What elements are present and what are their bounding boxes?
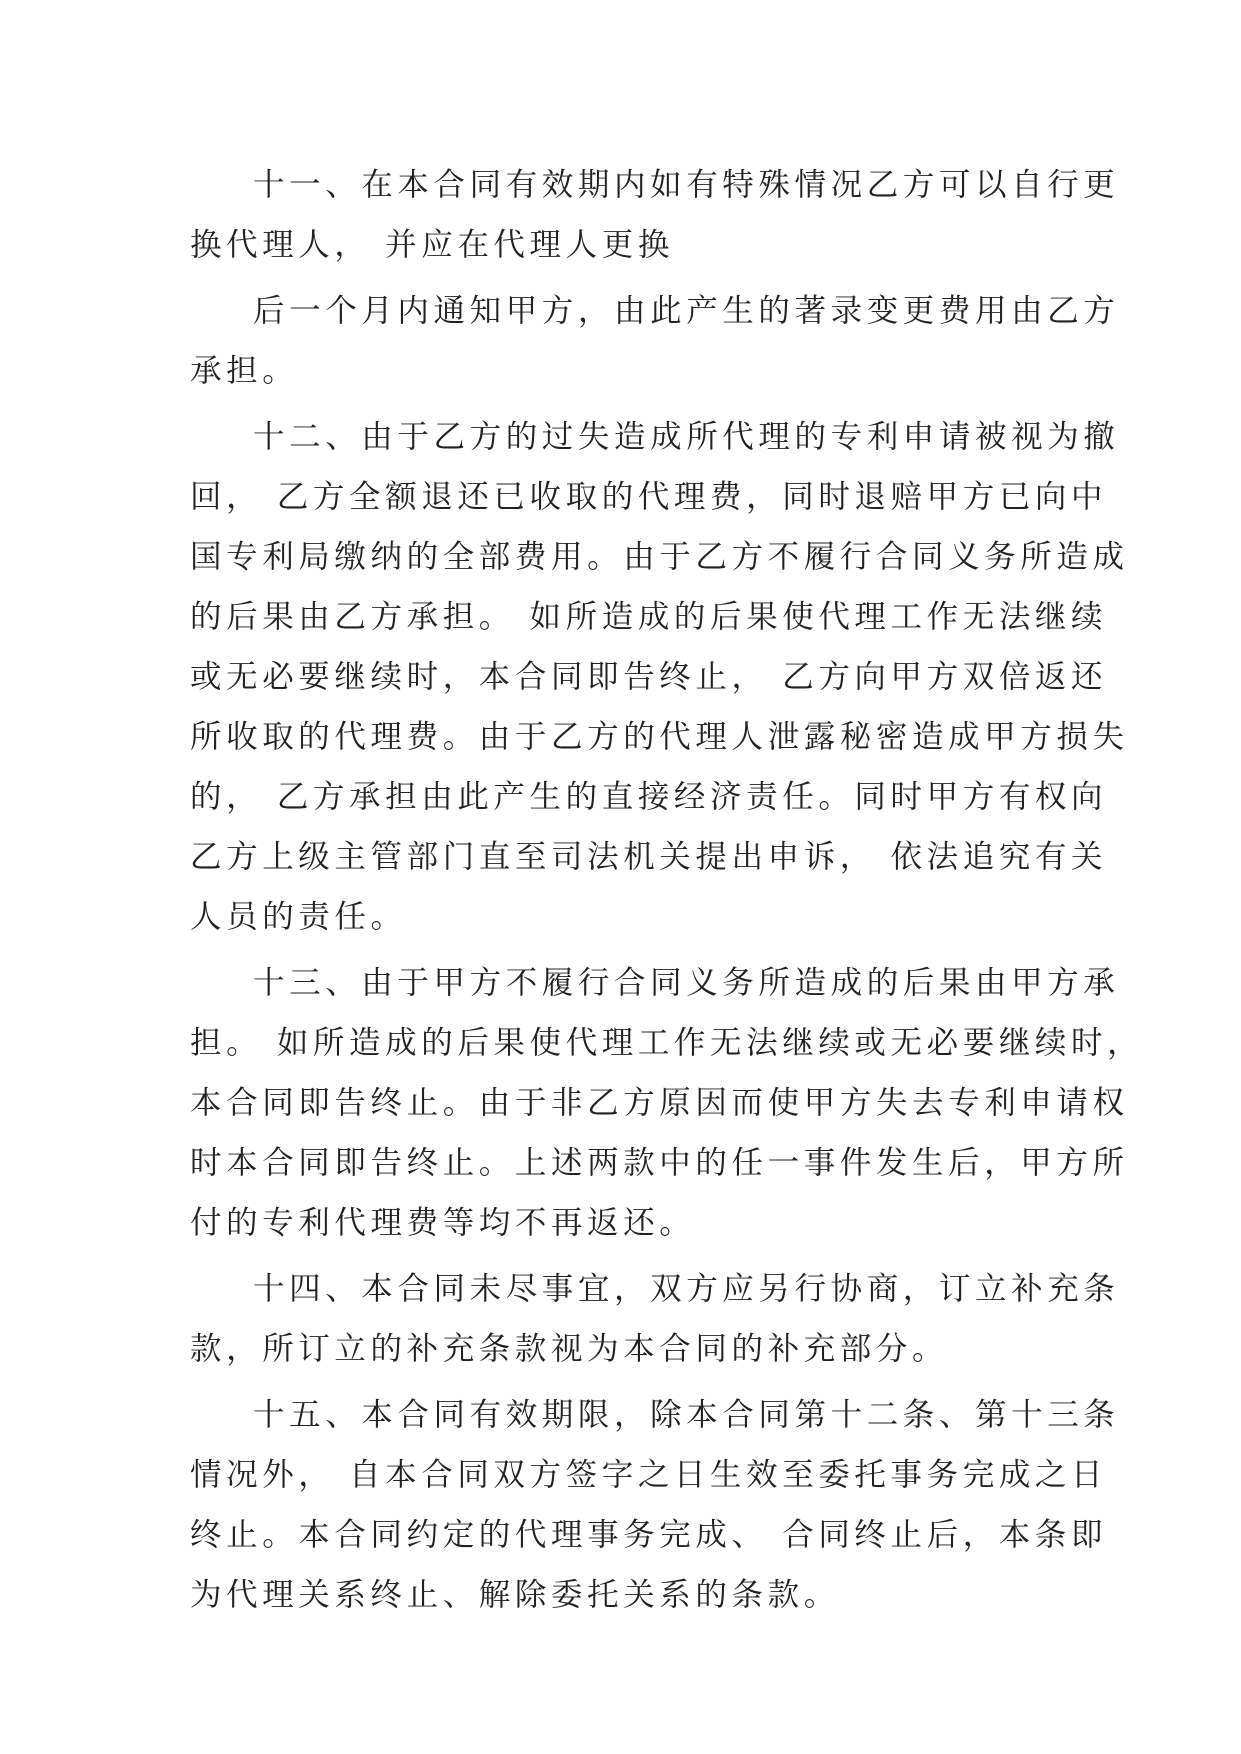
text-line: 十二、由于乙方的过失造成所代理的专利申请被视为撤 [253,419,1120,455]
text-line: 终止。本合同约定的代理事务完成、 合同终止后，本条即 [190,1517,1108,1553]
text-line: 乙方上级主管部门直至司法机关提出申诉， 依法追究有关 [190,839,1108,875]
text-line: 回， 乙方全额退还已收取的代理费，同时退赔甲方已向中 [190,479,1108,515]
text-line: 本合同即告终止。由于非乙方原因而使甲方失去专利申请权 [190,1085,1129,1121]
text-line: 付的专利代理费等均不再返还。 [190,1205,696,1241]
text-line: 时本合同即告终止。上述两款中的任一事件发生后，甲方所 [190,1145,1129,1181]
text-line: 担。 如所造成的后果使代理工作无法继续或无必要继续时， [190,1025,1144,1061]
text-line: 或无必要继续时，本合同即告终止， 乙方向甲方双倍返还 [190,659,1108,695]
text-line: 十四、本合同未尽事宜，双方应另行协商，订立补充条 [253,1271,1120,1307]
text-line: 为代理关系终止、解除委托关系的条款。 [190,1577,840,1613]
text-line: 情况外， 自本合同双方签字之日生效至委托事务完成之日 [190,1457,1108,1493]
text-line: 后一个月内通知甲方，由此产生的著录变更费用由乙方 [253,293,1120,329]
text-line: 换代理人， 并应在代理人更换 [190,227,674,263]
text-line: 人员的责任。 [190,899,407,935]
text-line: 十三、由于甲方不履行合同义务所造成的后果由甲方承 [253,965,1120,1001]
text-line: 国专利局缴纳的全部费用。由于乙方不履行合同义务所造成 [190,539,1129,575]
text-line: 的后果由乙方承担。 如所造成的后果使代理工作无法继续 [190,599,1108,635]
text-line: 的， 乙方承担由此产生的直接经济责任。同时甲方有权向 [190,779,1108,815]
text-line: 十一、在本合同有效期内如有特殊情况乙方可以自行更 [253,167,1120,203]
text-line: 十五、本合同有效期限，除本合同第十二条、第十三条 [253,1397,1120,1433]
text-line: 所收取的代理费。由于乙方的代理人泄露秘密造成甲方损失 [190,719,1129,755]
text-line: 承担。 [190,353,299,389]
text-line: 款，所订立的补充条款视为本合同的补充部分。 [190,1331,949,1367]
